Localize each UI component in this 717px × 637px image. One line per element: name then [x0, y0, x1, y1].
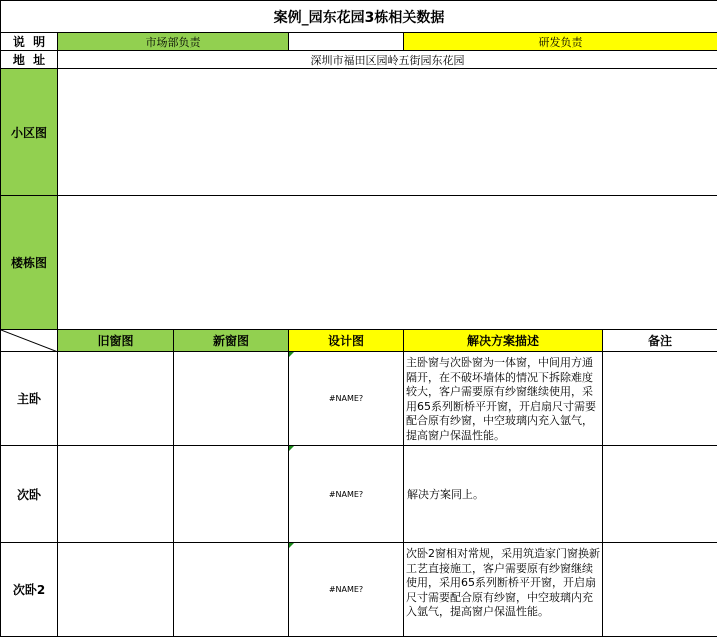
diagonal-header-cell[interactable]: [1, 330, 58, 352]
comment-marker-icon: [289, 352, 294, 357]
note-label[interactable]: 说 明: [1, 33, 58, 51]
remark-cell[interactable]: [603, 446, 717, 543]
address-value[interactable]: 深圳市福田区园岭五街园东花园: [58, 51, 717, 69]
design-error-text: #NAME?: [329, 394, 363, 403]
design-cell[interactable]: [289, 543, 404, 637]
solution-cell[interactable]: 次卧2窗相对常规，采用筑造家门窗换新工艺直接施工，客户需要原有纱窗继续使用，采用65系列断桥平开窗，开启扇尺寸需要配合原有纱窗，中空玻璃内充入氩气，提高窗户保温性能。: [404, 543, 603, 637]
empty-cell[interactable]: [289, 33, 404, 51]
header-solution[interactable]: 解决方案描述: [404, 330, 603, 352]
old-window-cell[interactable]: [58, 352, 174, 446]
remark-cell[interactable]: [603, 543, 717, 637]
community-image-cell[interactable]: [58, 69, 717, 196]
header-old-window[interactable]: 旧窗图: [58, 330, 174, 352]
design-cell[interactable]: [289, 352, 404, 446]
new-window-cell[interactable]: [174, 543, 289, 637]
design-cell[interactable]: [289, 446, 404, 543]
header-design[interactable]: 设计图: [289, 330, 404, 352]
address-label[interactable]: 地 址: [1, 51, 58, 69]
comment-marker-icon: [289, 446, 294, 451]
design-error-text: #NAME?: [329, 490, 363, 499]
row-room[interactable]: 主卧: [1, 352, 58, 446]
diagonal-line: [1, 330, 58, 352]
building-image-cell[interactable]: [58, 196, 717, 330]
new-window-cell[interactable]: [174, 446, 289, 543]
rnd-cell[interactable]: 研发负责: [404, 33, 717, 51]
old-window-cell[interactable]: [58, 543, 174, 637]
solution-cell[interactable]: 主卧窗与次卧窗为一体窗，中间用方通隔开，在不破坏墙体的情况下拆除难度较大，客户需要原有纱窗继续使用，采用65系列断桥平开窗，开启扇尺寸需要配合原有纱窗，中空玻璃内充入氩气，提高窗户保温性能。: [404, 352, 603, 446]
design-error-text: #NAME?: [329, 585, 363, 594]
new-window-cell[interactable]: [174, 352, 289, 446]
solution-cell[interactable]: 解决方案同上。: [404, 446, 603, 543]
row-room[interactable]: 次卧: [1, 446, 58, 543]
row-room[interactable]: 次卧2: [1, 543, 58, 637]
community-image-label[interactable]: 小区图: [1, 69, 58, 196]
comment-marker-icon: [289, 543, 294, 548]
building-image-label[interactable]: 楼栋图: [1, 196, 58, 330]
table-row: [1, 352, 717, 446]
header-new-window[interactable]: 新窗图: [174, 330, 289, 352]
old-window-cell[interactable]: [58, 446, 174, 543]
page-title[interactable]: 案例_园东花园3栋相关数据: [1, 1, 717, 33]
table-row: [1, 446, 717, 543]
header-remark[interactable]: 备注: [603, 330, 717, 352]
marketing-cell[interactable]: 市场部负责: [58, 33, 289, 51]
table-row: [1, 543, 717, 637]
remark-cell[interactable]: [603, 352, 717, 446]
